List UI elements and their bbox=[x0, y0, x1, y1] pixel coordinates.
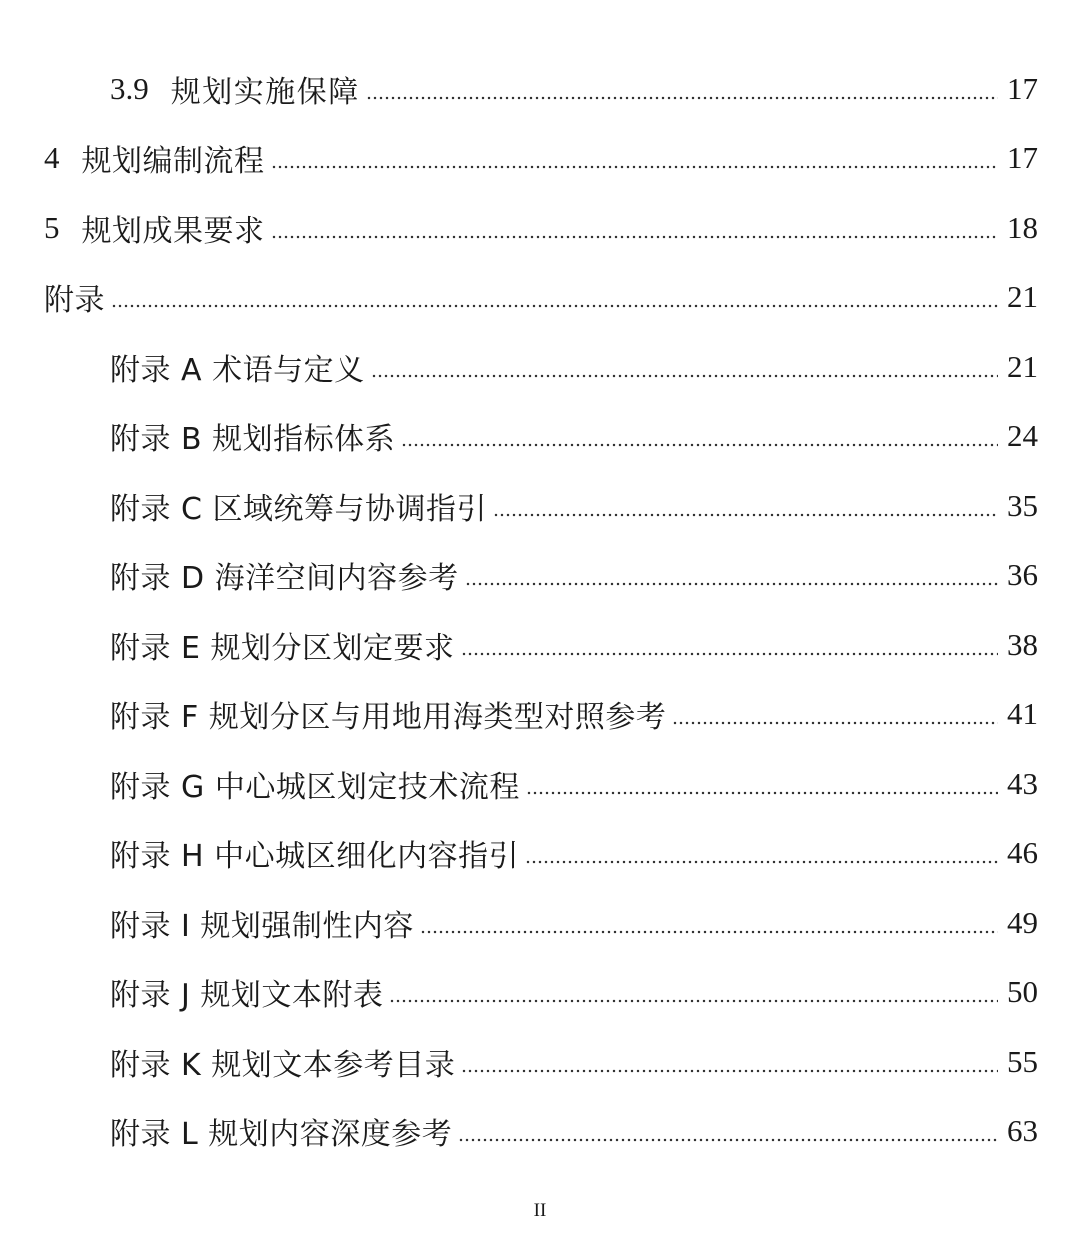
toc-entry-title: 附录 J 规划文本附表 bbox=[110, 978, 384, 1014]
dot-leader bbox=[461, 1069, 998, 1073]
toc-entry-appendix-e[interactable] bbox=[0, 610, 1080, 680]
toc-entry-appendix-f[interactable] bbox=[0, 680, 1080, 750]
toc-entry-4[interactable] bbox=[0, 124, 1080, 194]
dot-leader bbox=[401, 443, 998, 447]
dot-leader bbox=[526, 791, 998, 795]
dot-leader bbox=[458, 1138, 998, 1142]
dot-leader bbox=[420, 930, 998, 934]
toc-entry-page: 35 bbox=[1007, 487, 1038, 523]
toc-entry-page: 49 bbox=[1007, 904, 1038, 940]
toc-entry-page: 17 bbox=[1007, 70, 1038, 106]
toc-entry-page: 18 bbox=[1007, 209, 1038, 245]
toc-entry-title: 规划成果要求 bbox=[81, 213, 265, 249]
dot-leader bbox=[371, 374, 998, 378]
table-of-contents bbox=[0, 54, 1080, 1166]
toc-entry-page: 36 bbox=[1007, 557, 1038, 593]
toc-entry-title: 附录 C 区域统筹与协调指引 bbox=[110, 491, 488, 527]
toc-entry-title: 附录 A 术语与定义 bbox=[110, 352, 365, 388]
dot-leader bbox=[366, 96, 998, 100]
toc-entry-title: 附录 D 海洋空间内容参考 bbox=[110, 561, 459, 597]
dot-leader bbox=[525, 860, 998, 864]
dot-leader bbox=[389, 999, 998, 1003]
dot-leader bbox=[271, 165, 999, 169]
toc-entry-appendix[interactable] bbox=[0, 263, 1080, 333]
toc-entry-appendix-a[interactable] bbox=[0, 332, 1080, 402]
toc-entry-page: 38 bbox=[1007, 626, 1038, 662]
toc-entry-title: 规划实施保障 bbox=[170, 74, 360, 110]
dot-leader bbox=[111, 304, 998, 308]
toc-entry-page: 24 bbox=[1007, 418, 1038, 454]
toc-entry-title: 附录 F 规划分区与用地用海类型对照参考 bbox=[110, 700, 667, 736]
dot-leader bbox=[493, 513, 998, 517]
toc-entry-page: 46 bbox=[1007, 835, 1038, 871]
toc-entry-title: 附录 H 中心城区细化内容指引 bbox=[110, 839, 520, 875]
toc-entry-page: 55 bbox=[1007, 1043, 1038, 1079]
toc-entry-title: 附录 B 规划指标体系 bbox=[110, 422, 396, 458]
toc-entry-page: 17 bbox=[1007, 140, 1038, 176]
toc-entry-appendix-h[interactable] bbox=[0, 819, 1080, 889]
toc-entry-3-9[interactable] bbox=[0, 54, 1080, 124]
toc-entry-appendix-b[interactable] bbox=[0, 402, 1080, 472]
toc-entry-5[interactable] bbox=[0, 193, 1080, 263]
toc-entry-appendix-d[interactable] bbox=[0, 541, 1080, 611]
toc-entry-title: 附录 G 中心城区划定技术流程 bbox=[110, 769, 520, 805]
toc-entry-appendix-g[interactable] bbox=[0, 749, 1080, 819]
dot-leader bbox=[461, 652, 998, 656]
toc-entry-number: 3.9 bbox=[110, 70, 149, 106]
toc-entry-title: 附录 E 规划分区划定要求 bbox=[110, 630, 455, 666]
toc-entry-title: 附录 I 规划强制性内容 bbox=[110, 908, 414, 944]
toc-entry-page: 41 bbox=[1007, 696, 1038, 732]
toc-entry-number: 4 bbox=[44, 140, 60, 176]
toc-entry-page: 50 bbox=[1007, 974, 1038, 1010]
toc-entry-appendix-i[interactable] bbox=[0, 888, 1080, 958]
toc-entry-page: 21 bbox=[1007, 279, 1038, 315]
toc-entry-appendix-l[interactable] bbox=[0, 1097, 1080, 1167]
page-number-footer: II bbox=[533, 1200, 547, 1221]
toc-entry-appendix-j[interactable] bbox=[0, 958, 1080, 1028]
toc-entry-page: 43 bbox=[1007, 765, 1038, 801]
toc-entry-page: 63 bbox=[1007, 1113, 1038, 1149]
dot-leader bbox=[271, 235, 999, 239]
dot-leader bbox=[672, 721, 998, 725]
toc-entry-appendix-k[interactable] bbox=[0, 1027, 1080, 1097]
toc-entry-title: 附录 L 规划内容深度参考 bbox=[110, 1117, 453, 1153]
toc-entry-appendix-c[interactable] bbox=[0, 471, 1080, 541]
dot-leader bbox=[465, 582, 998, 586]
toc-entry-title: 规划编制流程 bbox=[81, 144, 265, 180]
toc-entry-title: 附录 K 规划文本参考目录 bbox=[110, 1047, 456, 1083]
toc-entry-number: 5 bbox=[44, 209, 60, 245]
toc-entry-page: 21 bbox=[1007, 348, 1038, 384]
toc-entry-title: 附录 bbox=[44, 283, 105, 319]
